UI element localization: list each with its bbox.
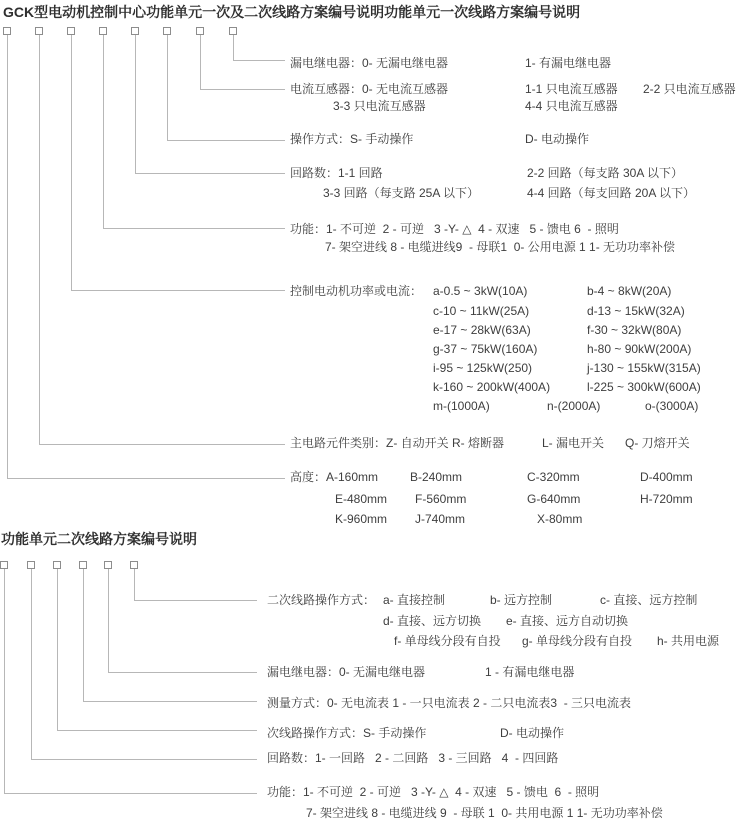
spec-text: 测量方式：0- 无电流表 1 - 一只电流表 2 - 二只电流表3 - 三只电流表: [267, 696, 632, 710]
spec-text: e- 直接、远方自动切换: [506, 614, 629, 628]
spec-text: h-80 ~ 90kW(200A): [587, 342, 692, 356]
spec-text: 1 - 有漏电继电器: [485, 665, 575, 679]
spec-text: h- 共用电源: [657, 634, 720, 648]
leader-line-vertical: [233, 35, 234, 60]
spec-text: k-160 ~ 200kW(400A): [433, 380, 551, 394]
spec-text: G-640mm: [527, 492, 581, 506]
spec-text: 7- 架空进线 8 - 电缆进线 9 - 母联 1 0- 共用电源 1 1- 无功功率补偿: [306, 806, 663, 820]
leader-line-horizontal: [134, 600, 257, 601]
spec-text: 回路数：1-1 回路: [290, 166, 383, 180]
spec-text: o-(3000A): [645, 399, 699, 413]
leader-line-horizontal: [71, 290, 285, 291]
spec-text: F-560mm: [415, 492, 467, 506]
leader-line-vertical: [4, 569, 5, 793]
leader-line-vertical: [31, 569, 32, 759]
secondary-section-title: 功能单元二次线路方案编号说明: [1, 531, 197, 547]
spec-text: L- 漏电开关: [542, 436, 605, 450]
spec-text: 操作方式：S- 手动操作: [290, 132, 414, 146]
spec-text: n-(2000A): [547, 399, 601, 413]
code-position-box: [35, 27, 43, 35]
page-title: GCK型电动机控制中心功能单元一次及二次线路方案编号说明功能单元一次线路方案编号说明: [3, 4, 581, 20]
code-position-box: [104, 561, 112, 569]
spec-text: K-960mm: [335, 512, 388, 526]
leader-line-vertical: [167, 35, 168, 140]
spec-text: g-37 ~ 75kW(160A): [433, 342, 538, 356]
spec-text: 高度：A-160mm: [290, 470, 379, 484]
leader-line-vertical: [83, 569, 84, 701]
spec-text: B-240mm: [410, 470, 463, 484]
code-position-box: [130, 561, 138, 569]
code-position-box: [131, 27, 139, 35]
leader-line-horizontal: [57, 730, 257, 731]
spec-text: b-4 ~ 8kW(20A): [587, 284, 672, 298]
leader-line-horizontal: [39, 444, 285, 445]
code-position-box: [67, 27, 75, 35]
spec-text: X-80mm: [537, 512, 583, 526]
spec-text: 功能：1- 不可逆 2 - 可逆 3 -Y- △ 4 - 双速 5 - 馈电 6 - 照明: [267, 785, 600, 799]
spec-text: 回路数：1- 一回路 2 - 二回路 3 - 三回路 4 - 四回路: [267, 751, 559, 765]
code-position-box: [27, 561, 35, 569]
code-position-box: [229, 27, 237, 35]
leader-line-horizontal: [167, 140, 285, 141]
spec-text: 漏电继电器：0- 无漏电继电器: [290, 56, 449, 70]
spec-text: 2-2 只电流互感器: [643, 82, 736, 96]
leader-line-horizontal: [31, 759, 257, 760]
spec-text: D-400mm: [640, 470, 693, 484]
leader-line-vertical: [71, 35, 72, 290]
spec-text: i-95 ~ 125kW(250): [433, 361, 533, 375]
spec-text: 功能：1- 不可逆 2 - 可逆 3 -Y- △ 4 - 双速 5 - 馈电 6 - 照明: [290, 222, 619, 236]
code-position-box: [0, 561, 8, 569]
code-position-box: [196, 27, 204, 35]
leader-line-horizontal: [108, 672, 257, 673]
spec-text: 漏电继电器：0- 无漏电继电器: [267, 665, 426, 679]
leader-line-vertical: [108, 569, 109, 672]
leader-line-vertical: [103, 35, 104, 228]
leader-line-horizontal: [233, 60, 285, 61]
spec-text: 控制电动机功率或电流：: [290, 284, 423, 298]
code-position-box: [99, 27, 107, 35]
leader-line-vertical: [39, 35, 40, 444]
spec-text: c- 直接、远方控制: [600, 593, 698, 607]
code-position-box: [163, 27, 171, 35]
spec-text: e-17 ~ 28kW(63A): [433, 323, 531, 337]
spec-text: E-480mm: [335, 492, 388, 506]
leader-line-vertical: [57, 569, 58, 730]
spec-text: 4-4 只电流互感器: [525, 99, 618, 113]
leader-line-horizontal: [83, 701, 257, 702]
leader-line-horizontal: [4, 793, 257, 794]
spec-text: 4-4 回路（每支回路 20A 以下）: [527, 186, 696, 200]
spec-text: d- 直接、远方切换: [383, 614, 482, 628]
leader-line-vertical: [7, 35, 8, 478]
spec-text: 次线路操作方式：S- 手动操作: [267, 726, 427, 740]
spec-text: a- 直接控制: [383, 593, 446, 607]
spec-text: j-130 ~ 155kW(315A): [587, 361, 701, 375]
spec-text: 2-2 回路（每支路 30A 以下）: [527, 166, 684, 180]
spec-text: a-0.5 ~ 3kW(10A): [433, 284, 528, 298]
spec-text: C-320mm: [527, 470, 580, 484]
spec-text: 3-3 只电流互感器: [333, 99, 426, 113]
spec-text: c-10 ~ 11kW(25A): [433, 304, 530, 318]
leader-line-horizontal: [135, 173, 285, 174]
spec-text: D- 电动操作: [525, 132, 589, 146]
spec-text: g- 单母线分段有自投: [522, 634, 633, 648]
code-position-box: [53, 561, 61, 569]
spec-text: Q- 刀熔开关: [625, 436, 690, 450]
leader-line-vertical: [135, 35, 136, 173]
code-position-box: [79, 561, 87, 569]
spec-text: J-740mm: [415, 512, 466, 526]
spec-text: l-225 ~ 300kW(600A): [587, 380, 701, 394]
spec-text: 二次线路操作方式：: [267, 593, 376, 607]
code-position-box: [3, 27, 11, 35]
spec-text: 7- 架空进线 8 - 电缆进线9 - 母联1 0- 公用电源 1 1- 无功功率补偿: [325, 240, 676, 254]
spec-text: 主电路元件类别：Z- 自动开关 R- 熔断器: [290, 436, 504, 450]
spec-text: d-13 ~ 15kW(32A): [587, 304, 685, 318]
leader-line-horizontal: [103, 228, 285, 229]
spec-text: b- 远方控制: [490, 593, 553, 607]
leader-line-vertical: [134, 569, 135, 600]
leader-line-vertical: [200, 35, 201, 89]
spec-text: 3-3 回路（每支路 25A 以下）: [323, 186, 480, 200]
spec-text: 电流互感器：0- 无电流互感器: [290, 82, 449, 96]
spec-text: m-(1000A): [433, 399, 490, 413]
spec-text: 1- 有漏电继电器: [525, 56, 612, 70]
spec-text: f- 单母线分段有自投: [394, 634, 501, 648]
leader-line-horizontal: [200, 89, 285, 90]
spec-text: f-30 ~ 32kW(80A): [587, 323, 682, 337]
spec-text: D- 电动操作: [500, 726, 564, 740]
spec-text: 1-1 只电流互感器: [525, 82, 618, 96]
leader-line-horizontal: [7, 478, 285, 479]
spec-text: H-720mm: [640, 492, 693, 506]
